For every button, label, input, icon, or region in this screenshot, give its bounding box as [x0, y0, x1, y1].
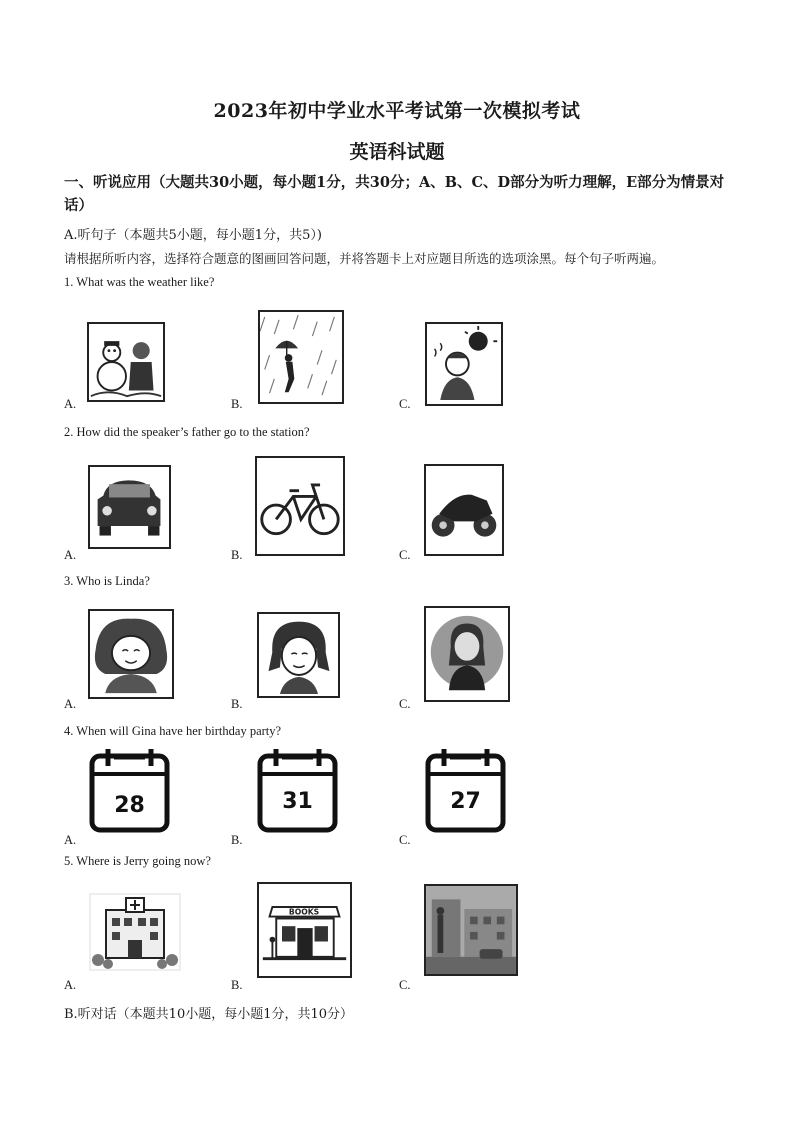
option-5c: C. [399, 978, 411, 992]
option-1b: B. [231, 397, 243, 411]
girl-curly-hair-icon [88, 609, 174, 699]
calendar-date-b: 31 [282, 789, 313, 814]
hospital-icon [88, 890, 182, 972]
bicycle-icon [255, 456, 345, 556]
bookstore-icon [257, 882, 352, 978]
option-1c: C. [399, 397, 411, 411]
option-2b: B. [231, 548, 243, 562]
calendar-icon [424, 746, 507, 834]
calendar-date-a: 28 [114, 793, 145, 818]
question-1: 1. What was the weather like? [64, 275, 215, 289]
girl-smiling-icon [257, 612, 340, 698]
option-5b: B. [231, 978, 243, 992]
option-3c: C. [399, 697, 411, 711]
option-1a: A. [64, 397, 77, 411]
option-2c: C. [399, 548, 411, 562]
question-3: 3. Who is Linda? [64, 574, 150, 588]
car-icon [88, 465, 171, 549]
subject-title: 英语科试题 [349, 141, 445, 163]
option-4a: A. [64, 833, 77, 847]
option-2a: A. [64, 548, 77, 562]
hot-sun-icon [425, 322, 503, 406]
question-4: 4. When will Gina have her birthday party? [64, 724, 282, 738]
question-5: 5. Where is Jerry going now? [64, 854, 211, 868]
option-3b: B. [231, 697, 243, 711]
option-4b: B. [231, 833, 243, 847]
part-a-heading: A.听句子（本题共5小题，每小题1分，共5）) [64, 228, 322, 243]
motorbike-icon [424, 464, 504, 556]
option-4c: C. [399, 833, 411, 847]
section-heading: 一、听说应用（大题共30小题，每小题1分，共30分；A、B、C、D部分为听力理解，E部分为情景对话） [64, 174, 725, 214]
part-a-instruction: 请根据所听内容，选择符合题意的图画回答问题，并将答题卡上对应题目所选的选项涂黑。每个句子听两遍。 [64, 251, 665, 266]
calendar-icon [256, 746, 339, 834]
option-3a: A. [64, 697, 77, 711]
snowman-icon [87, 322, 165, 402]
bookstore-sign: BOOKS [288, 907, 320, 917]
rain-umbrella-icon [258, 310, 344, 404]
calendar-date-c: 27 [450, 789, 481, 814]
exam-title: 2023年初中学业水平考试第一次模拟考试 [213, 100, 581, 122]
question-2: 2. How did the speaker’s father go to the station? [64, 425, 310, 439]
option-5a: A. [64, 978, 77, 992]
part-b-heading: B.听对话（本题共10小题，每小题1分，共10分） [64, 1007, 354, 1022]
street-icon [424, 884, 518, 976]
calendar-icon [88, 746, 171, 834]
woman-portrait-icon [424, 606, 510, 702]
